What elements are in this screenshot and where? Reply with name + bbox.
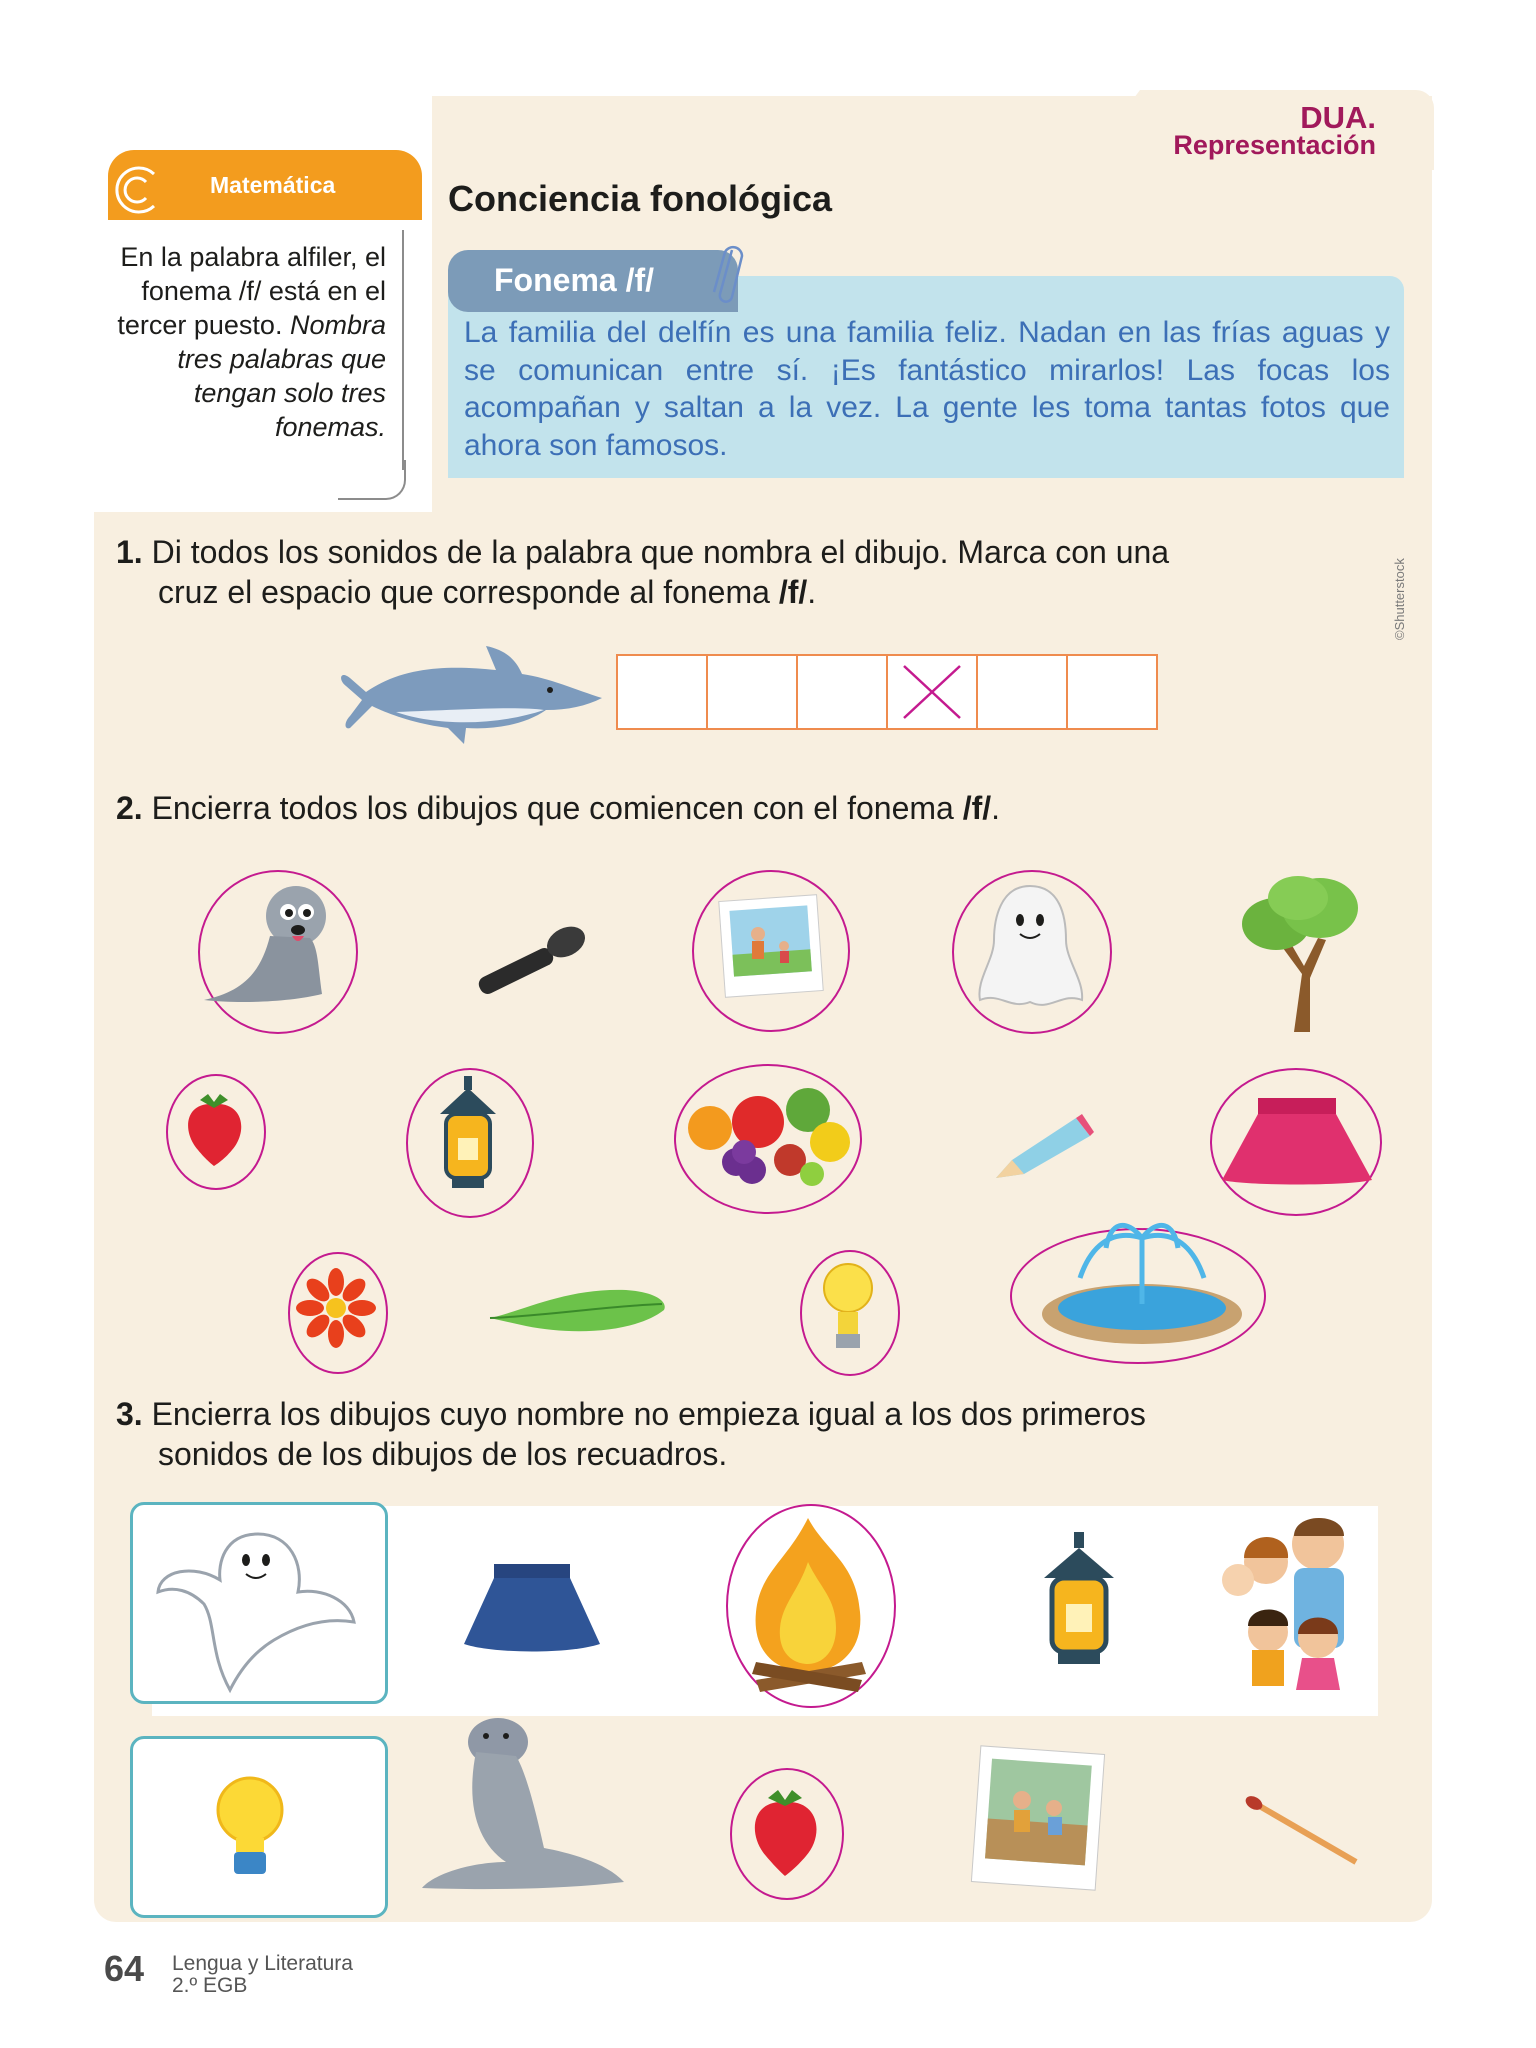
grid-cell[interactable] bbox=[796, 654, 888, 730]
grid-cell[interactable] bbox=[976, 654, 1068, 730]
footer-subject: Lengua y Literatura bbox=[172, 1952, 353, 1975]
c-logo-icon bbox=[112, 160, 164, 220]
skirt-image bbox=[460, 1560, 604, 1656]
q1-number: 1. bbox=[116, 534, 143, 570]
question-3 bbox=[116, 1394, 1386, 1474]
fonema-paragraph: La familia del delfín es una familia feliz. Nadan en las frías aguas y se comunican entre sí. ¡Es fantástico mirarlos! Las focas los acompañan y saltan a la vez. La gente les toma tantas fotos que ahora son famosos. bbox=[464, 316, 1390, 462]
grid-cell[interactable] bbox=[616, 654, 708, 730]
q1-phoneme: /f/ bbox=[778, 574, 808, 610]
sidebar-text-italic: Nombra tres palabras que tengan solo tres fonemas. bbox=[177, 310, 386, 442]
q1-line2: cruz el espacio que corresponde al fonema bbox=[158, 574, 779, 610]
q1-text1: todos los sonidos de la palabra que nombra el dibujo. bbox=[181, 534, 958, 570]
question-2 bbox=[116, 788, 1386, 828]
campfire-image bbox=[736, 1512, 882, 1700]
fountain-image bbox=[1030, 1208, 1254, 1348]
sidebar-border bbox=[402, 230, 404, 470]
lightbulb-image bbox=[208, 1772, 292, 1882]
strawberry-image bbox=[744, 1786, 826, 1880]
page-number: 64 bbox=[104, 1948, 145, 1989]
page-title: Conciencia fonológica bbox=[448, 178, 833, 219]
sidebar-border-corner bbox=[338, 460, 406, 500]
question-1 bbox=[116, 532, 1386, 612]
fonema-label: Fonema /f/ bbox=[494, 262, 655, 298]
lantern-image bbox=[420, 1074, 516, 1204]
fruits-image bbox=[680, 1070, 856, 1200]
q1-text2: con una bbox=[1046, 534, 1170, 570]
dolphin-image bbox=[336, 640, 606, 750]
ghost-image bbox=[154, 1524, 364, 1696]
q3-text: los dibujos cuyo nombre no empieza igual a los dos primeros bbox=[270, 1396, 1146, 1432]
q2-text: todos los dibujos que comiencen con el fonema bbox=[270, 790, 963, 826]
q1-verb1: Di bbox=[151, 534, 182, 570]
microphone-image bbox=[470, 922, 590, 998]
ghost-image bbox=[970, 880, 1090, 1016]
q2-end: . bbox=[991, 790, 1001, 826]
feather-image bbox=[486, 1280, 670, 1344]
q2-verb: Encierra bbox=[151, 790, 271, 826]
image-credit: ©Shutterstock bbox=[1392, 558, 1407, 640]
q3-line2: sonidos de los dibujos de los recuadros. bbox=[158, 1436, 728, 1472]
sidebar-tab-label: Matemática bbox=[210, 172, 336, 198]
dua-subtitle: Representación bbox=[1173, 130, 1376, 160]
pencil-image bbox=[990, 1110, 1096, 1184]
lantern-image bbox=[1030, 1530, 1128, 1680]
match-image bbox=[1240, 1794, 1364, 1868]
strawberry-image bbox=[178, 1090, 250, 1168]
flower-image bbox=[296, 1268, 376, 1348]
q2-phoneme: /f/ bbox=[962, 790, 992, 826]
phoneme-grid bbox=[618, 654, 1158, 730]
sidebar-text-normal: En la palabra alfiler, el fonema /f/ está en el tercer puesto. bbox=[117, 242, 386, 340]
seal-image bbox=[416, 1712, 628, 1894]
lightbulb-image bbox=[818, 1256, 878, 1356]
photo-image bbox=[716, 894, 826, 1000]
dua-title: DUA. bbox=[1300, 100, 1376, 135]
seal-image bbox=[200, 876, 350, 1012]
footer-grade: 2.º EGB bbox=[172, 1974, 248, 1997]
grid-cell[interactable] bbox=[1066, 654, 1158, 730]
grid-cell[interactable] bbox=[706, 654, 798, 730]
skirt-image bbox=[1218, 1092, 1376, 1188]
q1-end: . bbox=[807, 574, 817, 610]
grid-cell-marked[interactable] bbox=[886, 654, 978, 730]
photo-image bbox=[962, 1740, 1114, 1900]
paperclip-icon bbox=[710, 244, 744, 308]
q3-number: 3. bbox=[116, 1396, 143, 1432]
cross-mark-icon bbox=[900, 662, 964, 722]
sidebar-text bbox=[100, 240, 386, 444]
tree-image bbox=[1236, 874, 1366, 1034]
q2-number: 2. bbox=[116, 790, 143, 826]
q3-verb: Encierra bbox=[151, 1396, 271, 1432]
q1-verb2: Marca bbox=[957, 534, 1047, 570]
family-image bbox=[1214, 1508, 1380, 1708]
